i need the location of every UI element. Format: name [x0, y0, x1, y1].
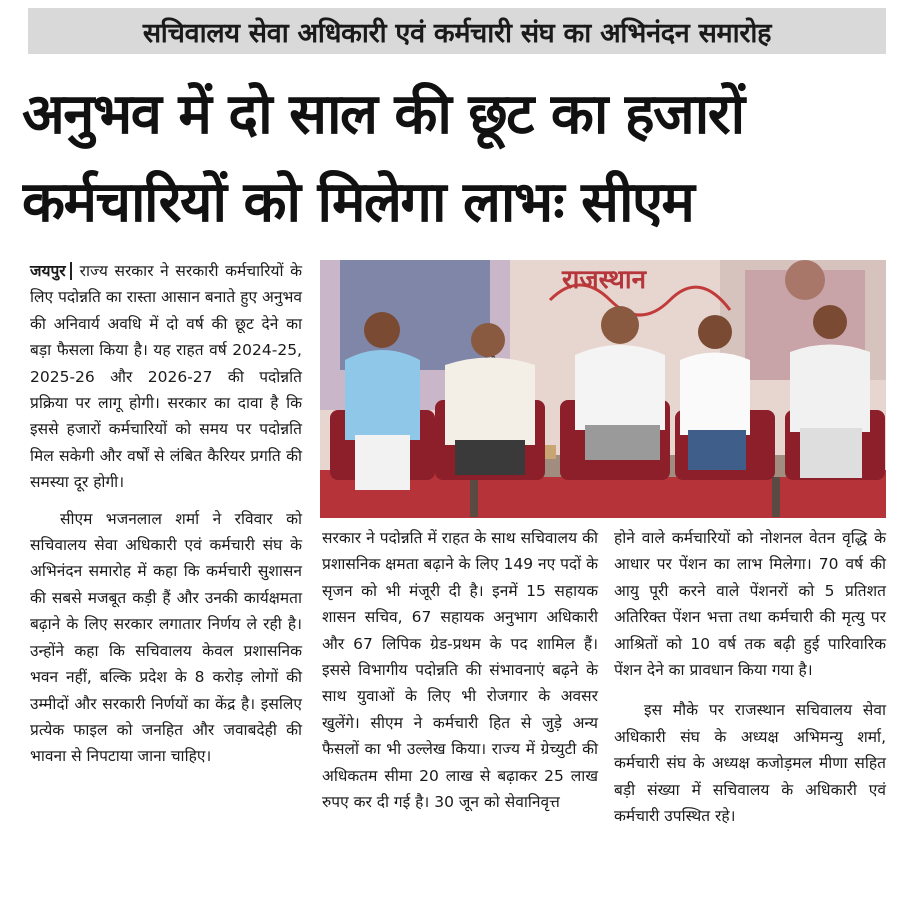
paragraph-text: राज्य सरकार ने सरकारी कर्मचारियों के लिए पदोन्नति का रास्ता आसान बनाते हुए अनुभव की अनिवार्य अवधि में दो वर्ष की छूट देने का बड़ा फैसला किया है। यह राहत वर्ष 2024-25, 2025-26 और 2026-27 की पदोन्नति प्रक्रिया पर लागू होगी। सरकार का दावा है कि इससे हजारों कर्मचारियों को समय पर पदोन्नति मिल सकेगी और वर्षों से लंबित कैरियर प्रगति की समस्या दूर होगी।: [30, 262, 302, 492]
article-paragraph: इस मौके पर राजस्थान सचिवालय सेवा अधिकारी संघ के अध्यक्ष अभिमन्यु शर्मा, कर्मचारी संघ के अध्यक्ष कजोड़मल मीणा सहित बड़ी संख्या में सचिवालय के अधिकारी एवं कर्मचारी उपस्थित रहे।: [614, 701, 886, 826]
article-paragraph: होने वाले कर्मचारियों को नोशनल वेतन वृद्धि के आधार पर पेंशन का लाभ मिलेगा। 70 वर्ष की आयु पूरी करने वाले पेंशनरों को 5 प्रतिशत अतिरिक्त पेंशन भत्ता तथा कर्मचारी की मृत्यु पर आश्रितों को 10 वर्ष तक बढ़ी हुई पारिवारिक पेंशन देने का प्रावधान किया गया है।: [614, 529, 886, 680]
headline-line-2: कर्मचारियों को मिलेगा लाभः सीएम: [22, 170, 694, 235]
article-paragraph: सरकार ने पदोन्नति में राहत के साथ सचिवालय की प्रशासनिक क्षमता बढ़ाने के लिए 149 नए पदों के सृजन को भी मंजूरी दी है। इनमें 15 सहायक शासन सचिव, 67 सहायक अनुभाग अधिकारी और 67 लिपिक ग्रेड-प्रथम के पद शामिल हैं। इससे विभागीय पदोन्नति की संभावनाएं बढ़ने के साथ युवाओं के लिए भी रोजगार के अवसर खुलेंगे। सीएम ने कर्मचारी हित से जुड़े अन्य फैसलों का भी उल्लेख किया। राज्य में ग्रेच्युटी की अधिकतम सीमा 20 लाख से बढ़ाकर 25 लाख रुपए कर दी गई है। 30 जून को सेवानिवृत्त: [322, 529, 598, 812]
event-photo: [320, 260, 886, 518]
headline: [22, 72, 892, 248]
kicker-text: सचिवालय सेवा अधिकारी एवं कर्मचारी संघ का अभिनंदन समारोह: [142, 17, 772, 49]
kicker-banner: [28, 8, 886, 54]
headline-line-1: अनुभव में दो साल की छूट का हजारों: [22, 82, 744, 147]
article-column-2: [322, 525, 598, 815]
event-photo-illustration: [320, 260, 886, 518]
article-column-1: [30, 258, 302, 770]
article-column-3: [614, 525, 886, 829]
article-paragraph: [30, 258, 302, 496]
backdrop-title-main: राजस्थान: [562, 265, 647, 295]
dateline: जयपुर: [30, 262, 72, 280]
article-paragraph: सीएम भजनलाल शर्मा ने रविवार को सचिवालय सेवा अधिकारी एवं कर्मचारी संघ के अभिनंदन समारोह में कहा कि कर्मचारी सुशासन की सबसे मजबूत कड़ी हैं और उनकी कार्यक्षमता बढ़ाने के लिए सरकार लगातार निर्णय ले रही है। उन्होंने कहा कि सचिवालय केवल प्रशासनिक भवन नहीं, बल्कि प्रदेश के 8 करोड़ लोगों की उम्मीदों और सरकारी निर्णयों का केंद्र है। इसलिए प्रत्येक फाइल को जनहित और जवाबदेही की भावना से निपटाया जाना चाहिए।: [30, 509, 302, 766]
